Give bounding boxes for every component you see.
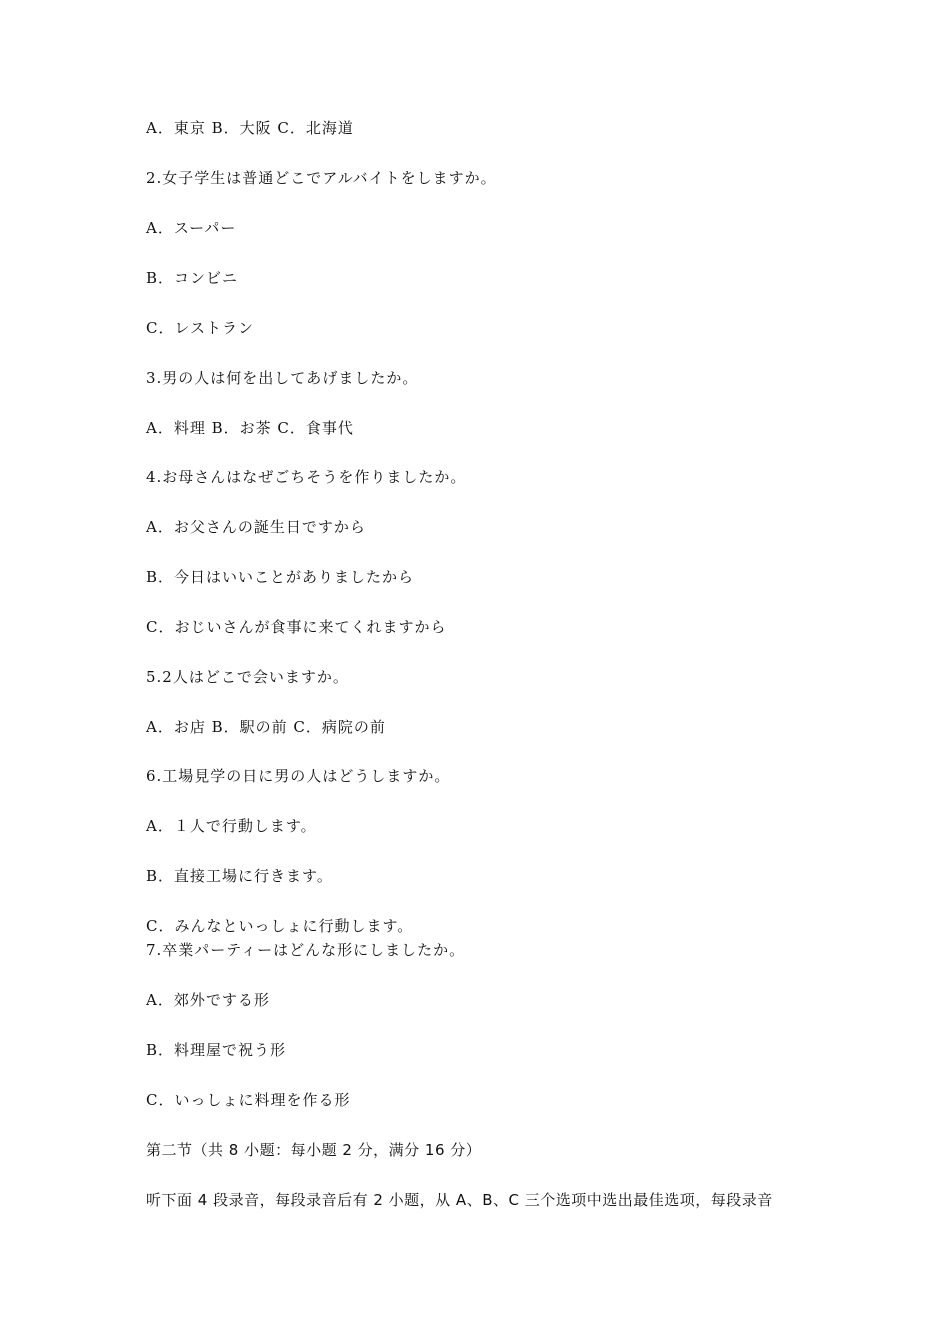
q7-option-a: A．郊外でする形 xyxy=(146,991,270,1009)
section-heading: 第二节（共 8 小题：每小题 2 分，满分 16 分） xyxy=(146,1141,482,1159)
q6-question: 6.工場見学の日に男の人はどうしますか。 xyxy=(146,767,451,785)
q3-question: 3.男の人は何を出してあげましたか。 xyxy=(146,369,419,387)
q1-options: A．東京 B．大阪 C．北海道 xyxy=(146,119,354,137)
q2-question: 2.女子学生は普通どこでアルバイトをしますか。 xyxy=(146,169,497,187)
q7-option-b: B．料理屋で祝う形 xyxy=(146,1041,287,1059)
q2-option-b: B．コンビニ xyxy=(146,269,239,287)
q6-option-b: B．直接工場に行きます。 xyxy=(146,867,333,885)
section-instructions: 听下面 4 段录音，每段录音后有 2 小题，从 A、B、C 三个选项中选出最佳选项，每段录音 xyxy=(146,1191,773,1209)
q7-question: 7.卒業パーティーはどんな形にしましたか。 xyxy=(146,941,466,959)
q5-options: A．お店 B．駅の前 C．病院の前 xyxy=(146,718,386,736)
q6-option-a: A．１人で行動します。 xyxy=(146,817,317,835)
q6-option-c: C．みんなといっしょに行動します。 xyxy=(146,917,414,935)
q2-option-c: C．レストラン xyxy=(146,319,255,337)
q5-question: 5.2人はどこで会いますか。 xyxy=(146,668,349,686)
q4-question: 4.お母さんはなぜごちそうを作りましたか。 xyxy=(146,468,467,486)
q4-option-a: A．お父さんの誕生日ですから xyxy=(146,518,366,536)
q3-options: A．料理 B．お茶 C．食事代 xyxy=(146,419,354,437)
q4-option-b: B．今日はいいことがありましたから xyxy=(146,568,415,586)
q7-option-c: C．いっしょに料理を作る形 xyxy=(146,1091,351,1109)
q2-option-a: A．スーパー xyxy=(146,219,237,237)
q4-option-c: C．おじいさんが食事に来てくれますから xyxy=(146,618,447,636)
